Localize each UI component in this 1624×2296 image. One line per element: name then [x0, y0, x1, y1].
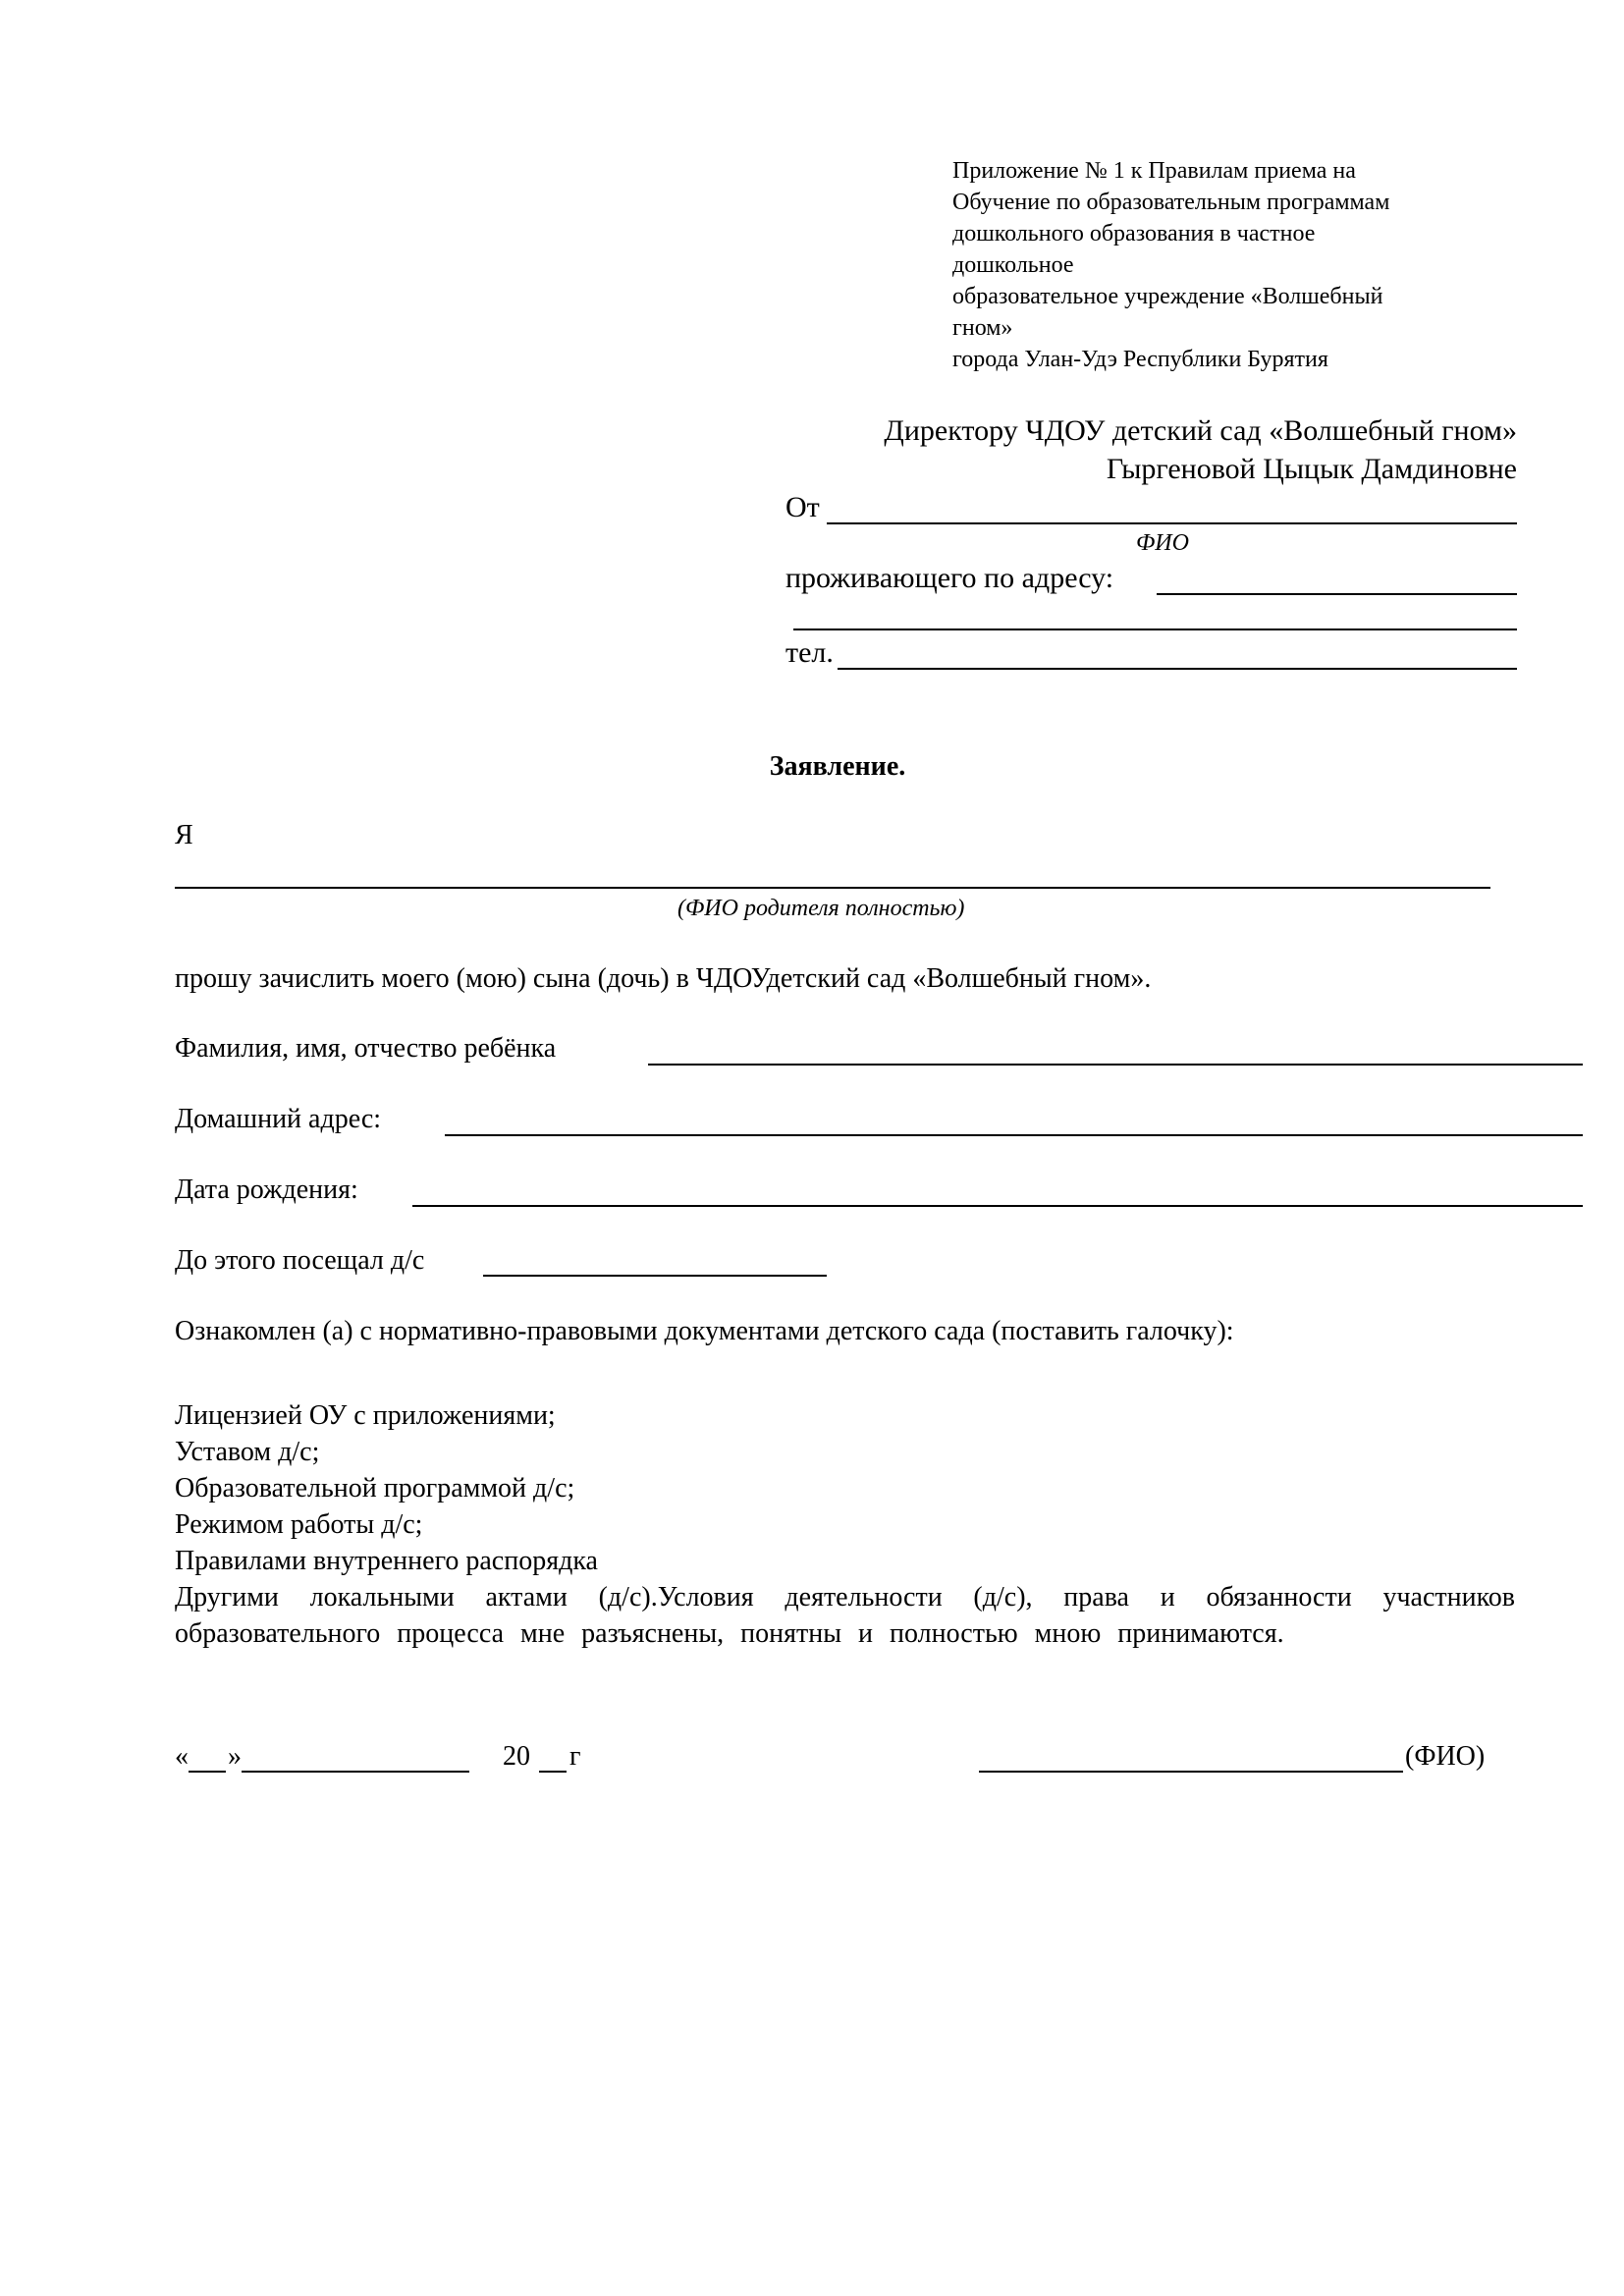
- birth-date-field[interactable]: [412, 1205, 1583, 1207]
- previous-kindergarten-field[interactable]: [483, 1275, 827, 1277]
- address-field-1[interactable]: [1157, 593, 1517, 595]
- annotation-line: дошкольное: [952, 252, 1074, 278]
- year-prefix: 20: [503, 1741, 530, 1772]
- acknowledgement-closing: Другими локальными актами (д/с).Условия деятельности (д/с), права и обязанности участников образовательного процесса мне разъяснены, понятны и полностью мною принимаются.: [175, 1582, 1515, 1649]
- fio-caption: ФИО: [1136, 530, 1189, 556]
- phone-field[interactable]: [838, 668, 1517, 670]
- date-open-quote: «: [175, 1741, 189, 1772]
- annotation-line: Приложение № 1 к Правилам приема на: [952, 158, 1356, 184]
- from-fio-field[interactable]: [827, 522, 1517, 524]
- appendix-annotation: [952, 155, 1389, 375]
- applicant-prefix: Я: [175, 820, 193, 850]
- birth-date-label: Дата рождения:: [175, 1175, 358, 1205]
- annotation-line: образовательное учреждение «Волшебный: [952, 284, 1383, 309]
- phone-label: тел.: [785, 636, 834, 669]
- date-day-field[interactable]: [189, 1771, 226, 1773]
- home-address-field[interactable]: [445, 1134, 1583, 1136]
- acknowledgement-list: [175, 1397, 1515, 1652]
- annotation-line: гном»: [952, 315, 1013, 341]
- child-name-label: Фамилия, имя, отчество ребёнка: [175, 1033, 557, 1064]
- previous-kindergarten-label: До этого посещал д/с: [175, 1245, 425, 1276]
- year-suffix: г: [569, 1741, 581, 1772]
- address-field-2[interactable]: [793, 629, 1517, 630]
- acknowledgement-item[interactable]: Режимом работы д/с;: [175, 1509, 423, 1540]
- annotation-line: Обучение по образовательным программам: [952, 190, 1390, 215]
- date-month-field[interactable]: [242, 1771, 469, 1773]
- applicant-fio-field[interactable]: [175, 887, 1490, 889]
- acknowledgement-item[interactable]: Правилами внутреннего распорядка: [175, 1546, 598, 1576]
- addressee-name: Гыргеновой Цыцык Дамдиновне: [1106, 453, 1517, 485]
- addressee-director: Директору ЧДОУ детский сад «Волшебный гном»: [884, 414, 1517, 447]
- annotation-line: города Улан-Удэ Республики Бурятия: [952, 347, 1328, 372]
- acknowledgement-item[interactable]: Уставом д/с;: [175, 1437, 320, 1467]
- signature-fio-label: (ФИО): [1405, 1741, 1486, 1772]
- signature-field[interactable]: [979, 1771, 1403, 1773]
- date-close-quote: »: [228, 1741, 242, 1772]
- request-text: прошу зачислить моего (мою) сына (дочь) в ЧДОУдетский сад «Волшебный гном».: [175, 963, 1152, 994]
- acknowledgement-intro: Ознакомлен (а) с нормативно-правовыми документами детского сада (поставить галочку):: [175, 1316, 1234, 1346]
- annotation-line: дошкольного образования в частное: [952, 221, 1316, 246]
- applicant-fio-caption: (ФИО родителя полностью): [677, 896, 965, 921]
- acknowledgement-item[interactable]: Образовательной программой д/с;: [175, 1473, 575, 1503]
- child-name-field[interactable]: [648, 1064, 1583, 1066]
- address-label: проживающего по адресу:: [785, 562, 1114, 594]
- date-year-field[interactable]: [539, 1771, 567, 1773]
- acknowledgement-item[interactable]: Лицензией ОУ с приложениями;: [175, 1400, 556, 1431]
- from-label: От: [785, 491, 820, 523]
- document-title: Заявление.: [769, 751, 906, 782]
- home-address-label: Домашний адрес:: [175, 1104, 382, 1134]
